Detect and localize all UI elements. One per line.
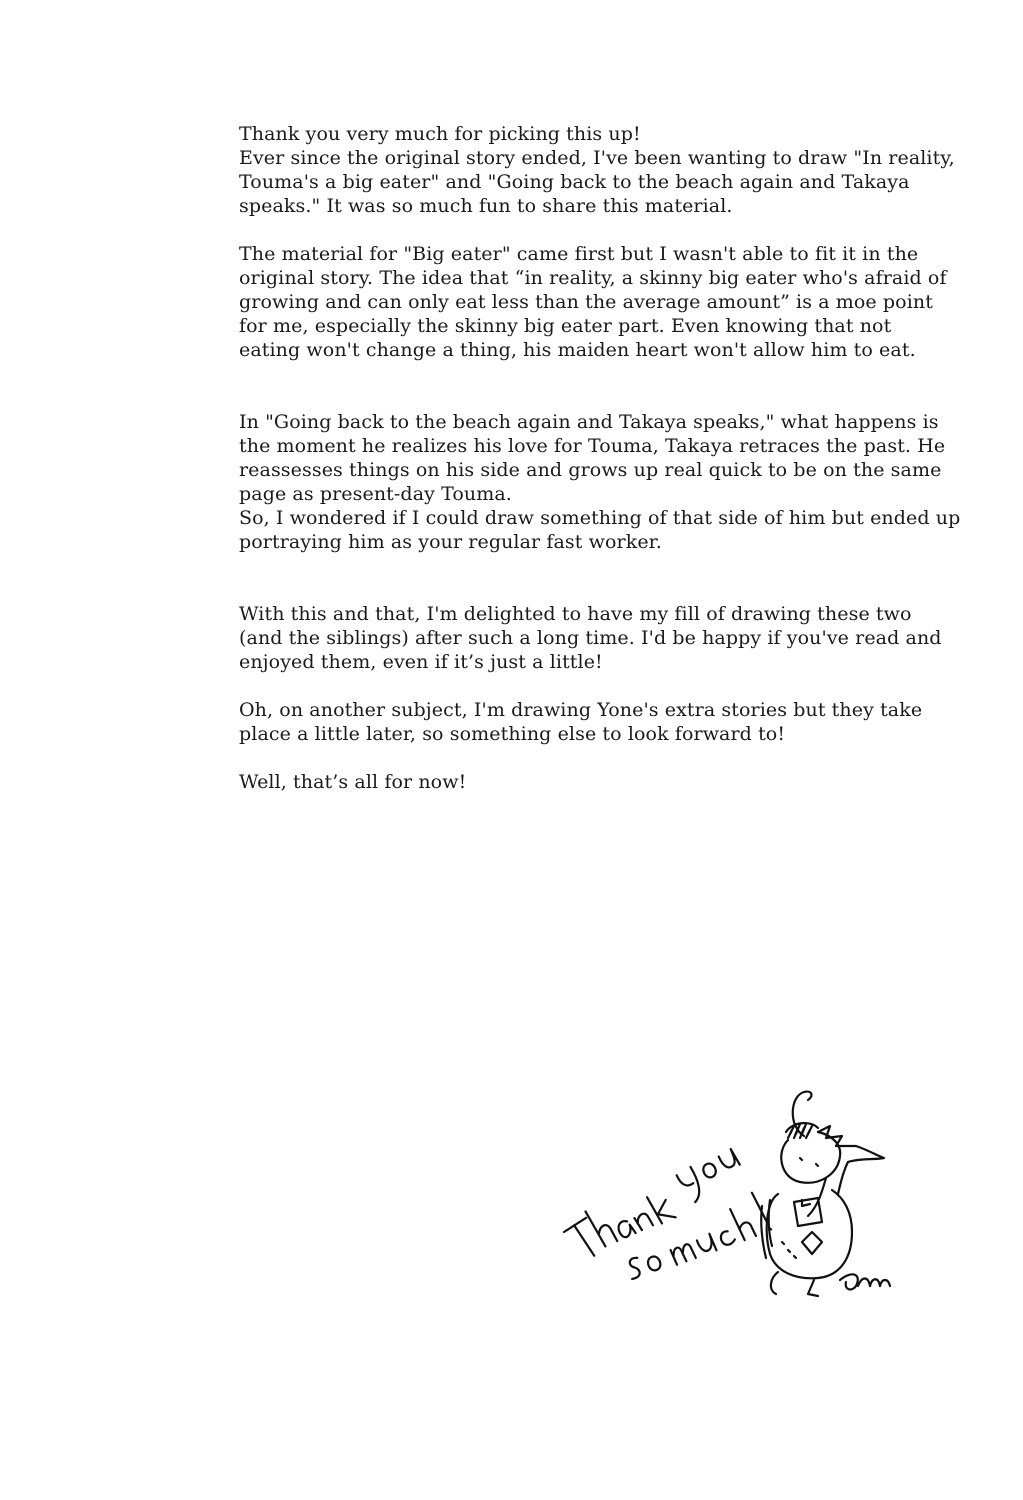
text-line: Ever since the original story ended, I've been wanting to draw "In reality, [239,147,955,169]
paragraph-gap [239,746,979,770]
text-line: for me, especially the skinny big eater part. Even knowing that not [239,315,892,337]
text-line: portraying him as your regular fast worker. [239,531,662,553]
text-line: The material for "Big eater" came first but I wasn't able to fit it in the [239,243,919,265]
chibi-character-drawing [761,1092,890,1296]
text-line: eating won't change a thing, his maiden heart won't allow him to eat. [239,339,916,361]
text-line: In "Going back to the beach again and Takaya speaks," what happens is [239,411,939,433]
paragraph-gap [239,218,979,242]
text-line: page as present-day Touma. [239,483,512,505]
afterword-text [239,122,979,794]
handwritten-thank-you [560,1146,750,1263]
text-line: original story. The idea that “in reality, a skinny big eater who's afraid of [239,267,947,289]
text-line: Thank you very much for picking this up! [239,123,641,145]
text-line: With this and that, I'm delighted to have my fill of drawing these two [239,603,912,625]
text-line: the moment he realizes his love for Touma, Takaya retraces the past. He [239,435,946,457]
text-line: (and the siblings) after such a long time. I'd be happy if you've read and [239,627,942,649]
text-line: Well, that’s all for now! [239,771,467,793]
sketch-drawing [556,1082,896,1312]
paragraph-gap [239,674,979,698]
text-line: Oh, on another subject, I'm drawing Yone's extra stories but they take [239,699,923,721]
paragraph-gap [239,362,979,410]
paragraph-big-eater [239,242,979,362]
paragraph-extra-stories [239,698,979,746]
paragraph-intro [239,122,979,218]
paragraph-closing [239,770,979,794]
text-line: place a little later, so something else to look forward to! [239,723,786,745]
text-line: So, I wondered if I could draw something of that side of him but ended up [239,507,961,529]
text-line: growing and can only eat less than the average amount” is a moe point [239,291,933,313]
text-line: reassesses things on his side and grows up real quick to be on the same [239,459,942,481]
text-line: enjoyed them, even if it’s just a little! [239,651,603,673]
paragraph-delighted [239,602,979,674]
thank-you-sketch [556,1082,896,1312]
text-line: speaks." It was so much fun to share this material. [239,195,733,217]
paragraph-beach [239,410,979,554]
handwritten-so-much [618,1191,771,1281]
text-line: Touma's a big eater" and "Going back to the beach again and Takaya [239,171,910,193]
paragraph-gap [239,554,979,602]
